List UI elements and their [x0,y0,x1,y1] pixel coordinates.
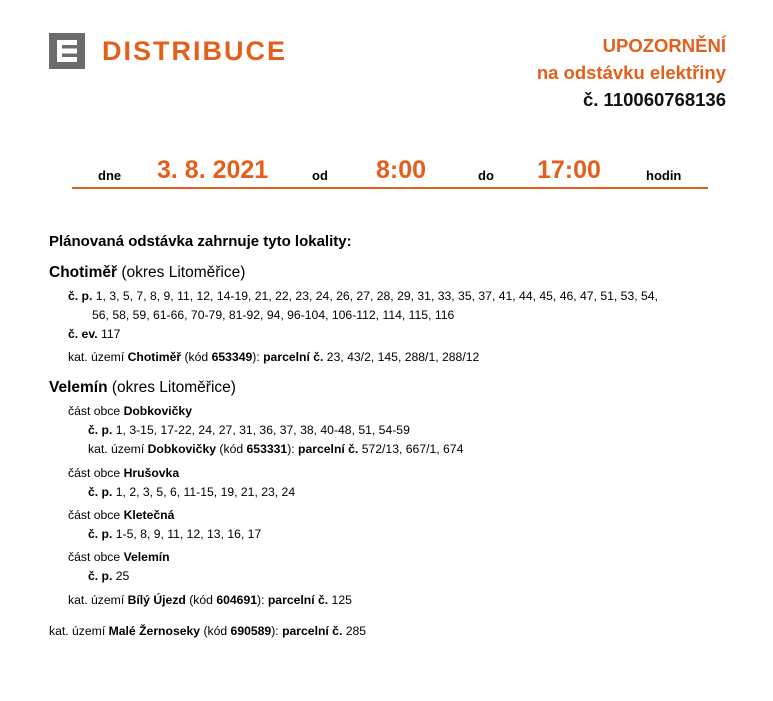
locality-district: (okres Litoměřice) [117,264,246,281]
part-prefix: část obce [68,550,124,564]
kat-kod-prefix: (kód [200,624,231,638]
part-kletecna [68,506,174,525]
to-time: 17:00 [537,156,601,184]
kat-kod-suffix: ): [271,624,283,638]
kat-name: Malé Žernoseky [108,624,201,638]
planned-heading: Plánovaná odstávka zahrnuje tyto lokality: [49,233,352,250]
chotimer-cp-line2: 56, 58, 59, 61-66, 70-79, 81-92, 94, 96-104, 106-112, 114, 115, 116 [92,308,455,322]
part-prefix: část obce [68,466,124,480]
part-name: Kletečná [123,508,175,522]
dne-label: dne [98,168,122,183]
parc-values: 23, 43/2, 145, 288/1, 288/12 [323,350,480,364]
dobkovicky-cp-line [88,421,410,440]
kat-prefix: kat. území [68,350,128,364]
kat-kod: 690589 [230,624,272,638]
locality-name: Chotiměř [49,264,118,281]
cp-label: č. p. [88,485,113,499]
locality-chotimer-title [49,264,245,282]
logo-text: DISTRIBUCE [102,36,288,66]
parc-label: parcelní č. [298,442,359,456]
cp-values: 25 [112,569,130,583]
cp-values: 1, 3, 5, 7, 8, 9, 11, 12, 14-19, 21, 22, 23, 24, 26, 27, 28, 29, 31, 33, 35, 37, 41, 44, 45, 46, 47, 51, 53, 54, [92,289,658,303]
dobkovicky-kat-line [88,440,463,459]
part-name: Dobkovičky [123,404,192,418]
outage-dateline [72,151,708,189]
cp-label: č. p. [88,527,113,541]
chotimer-cp-line1 [68,287,658,306]
notice-number: č. 110060768136 [582,89,726,110]
kat-kod-prefix: (kód [181,350,212,364]
cp-label: č. p. [88,423,113,437]
kat-name: Dobkovičky [147,442,217,456]
od-label: od [312,168,328,183]
kat-prefix: kat. území [88,442,148,456]
part-prefix: část obce [68,404,124,418]
male-zernoseky-kat-line [49,622,366,641]
kat-kod-prefix: (kód [185,593,217,607]
parc-values: 125 [328,593,352,607]
parc-label: parcelní č. [282,624,343,638]
kat-name: Bílý Újezd [127,593,186,607]
parc-values: 285 [342,624,367,638]
kat-kod-suffix: ): [287,442,299,456]
kat-name: Chotiměř [127,350,182,364]
parc-values: 572/13, 667/1, 674 [358,442,464,456]
cp-label: č. p. [68,289,93,303]
part-name: Velemín [123,550,170,564]
cp-values: 1-5, 8, 9, 11, 12, 13, 16, 17 [112,527,262,541]
locality-name: Velemín [49,379,108,396]
ev-label: č. ev. [68,327,98,341]
from-time: 8:00 [376,156,427,184]
cp-values: 1, 2, 3, 5, 6, 11-15, 19, 21, 23, 24 [112,485,296,499]
kat-prefix: kat. území [49,624,109,638]
kat-kod: 653349 [211,350,253,364]
kat-kod: 604691 [216,593,258,607]
notice-subtitle: na odstávku elektřiny [536,62,726,83]
kat-kod: 653331 [246,442,288,456]
kat-kod-suffix: ): [257,593,268,607]
locality-velemin-title [49,379,236,397]
part-prefix: část obce [68,508,124,522]
part-hrusovka [68,464,179,483]
chotimer-kat-line [68,348,479,367]
kat-kod-suffix: ): [252,350,264,364]
cez-logo-icon [49,33,85,69]
cp-label: č. p. [88,569,113,583]
locality-district: (okres Litoměřice) [107,379,236,396]
hodin-label: hodin [646,168,682,183]
parc-label: parcelní č. [263,350,324,364]
cp-values: 1, 3-15, 17-22, 24, 27, 31, 36, 37, 38, 40-48, 51, 54-59 [112,423,410,437]
hrusovka-cp-line [88,483,295,502]
notice-title: UPOZORNĚNÍ [602,35,726,56]
part-velemin [68,548,170,567]
notice-header [537,32,726,113]
kat-kod-prefix: (kód [216,442,247,456]
kat-prefix: kat. území [68,593,128,607]
ev-values: 117 [97,327,121,341]
kletecna-cp-line [88,525,261,544]
part-name: Hrušovka [123,466,180,480]
do-label: do [478,168,494,183]
chotimer-ev-line [68,325,120,344]
part-dobkovicky [68,402,192,421]
company-logo [49,33,287,69]
velemin-kat-line [68,591,352,610]
parc-label: parcelní č. [267,593,329,607]
velemin-cp-line [88,567,129,586]
outage-date: 3. 8. 2021 [157,156,269,184]
